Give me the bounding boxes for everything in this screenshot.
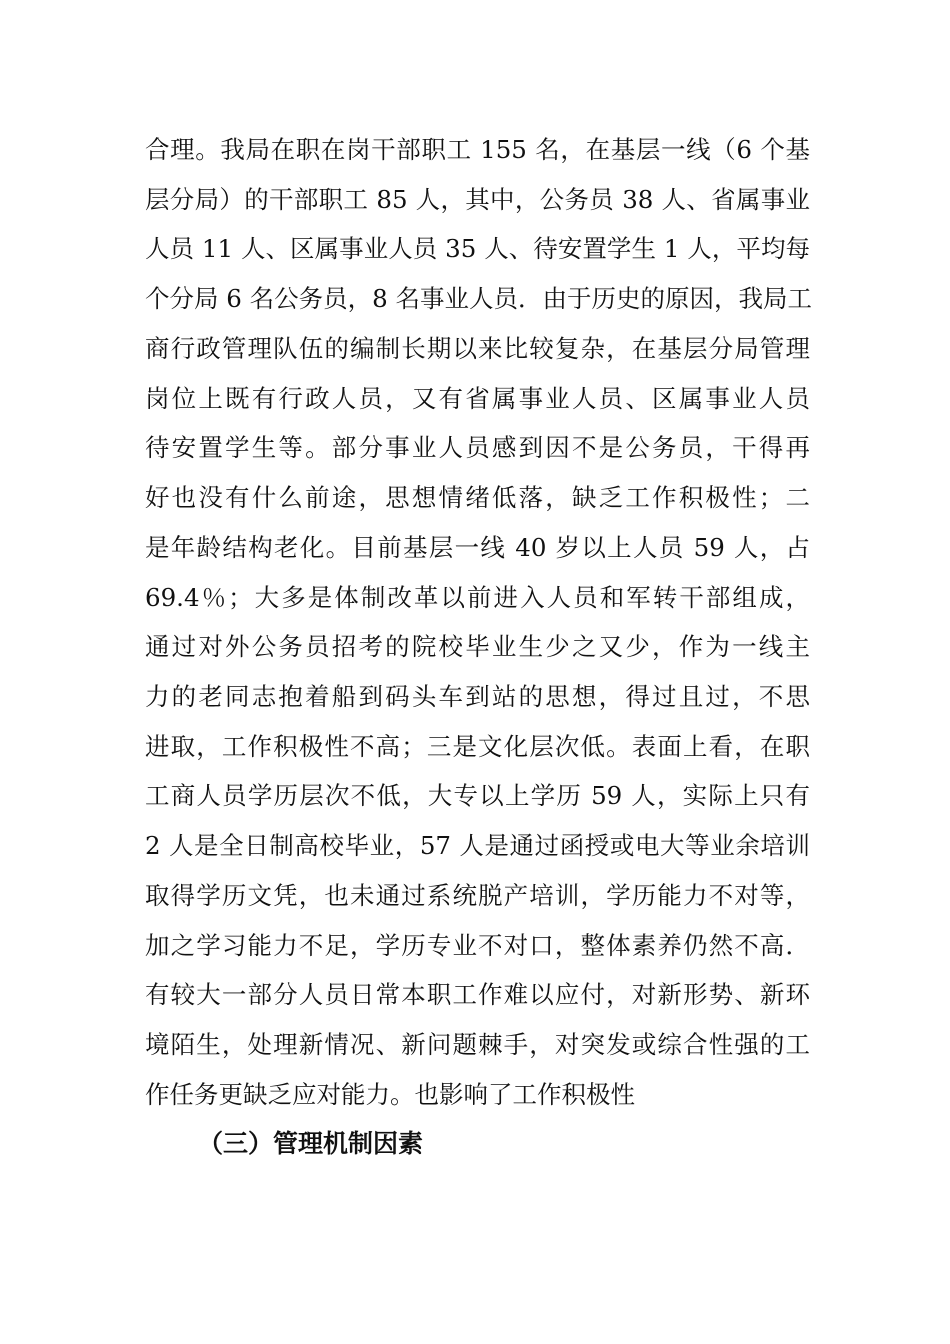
paragraph-line: 是年龄结构老化。目前基层一线 40 岁以上人员 59 人，占 [145, 533, 810, 562]
section-heading: （三）管理机制因素 [198, 1129, 424, 1158]
paragraph-line: 好也没有什么前途，思想情绪低落，缺乏工作积极性；二 [145, 483, 810, 512]
paragraph-line: 境陌生，处理新情况、新问题棘手，对突发或综合性强的工 [145, 1030, 810, 1059]
paragraph-line: 通过对外公务员招考的院校毕业生少之又少，作为一线主 [145, 632, 810, 661]
paragraph-line: 进取，工作积极性不高；三是文化层次低。表面上看，在职 [145, 732, 810, 761]
paragraph-line: 工商人员学历层次不低，大专以上学历 59 人，实际上只有 [145, 781, 810, 810]
paragraph-line: 合理。我局在职在岗干部职工 155 名，在基层一线（6 个基 [145, 135, 810, 164]
paragraph-line: 待安置学生等。部分事业人员感到因不是公务员，干得再 [145, 433, 810, 462]
paragraph-line: 力的老同志抱着船到码头车到站的思想，得过且过，不思 [145, 682, 810, 711]
paragraph-line: 69.4％；大多是体制改革以前进入人员和军转干部组成， [145, 583, 810, 612]
paragraph-line: 加之学习能力不足，学历专业不对口，整体素养仍然不高． [145, 931, 810, 960]
paragraph-line: 取得学历文凭，也未通过系统脱产培训，学历能力不对等， [145, 881, 810, 910]
paragraph-line: 岗位上既有行政人员，又有省属事业人员、区属事业人员 [145, 384, 810, 413]
paragraph-line: 个分局 6 名公务员，8 名事业人员．由于历史的原因，我局工 [145, 284, 813, 313]
paragraph-line: 2 人是全日制高校毕业，57 人是通过函授或电大等业余培训 [145, 831, 810, 860]
paragraph-line: 商行政管理队伍的编制长期以来比较复杂，在基层分局管理 [145, 334, 810, 363]
paragraph-line: 作任务更缺乏应对能力。也影响了工作积极性 [145, 1080, 635, 1109]
paragraph-line: 人员 11 人、区属事业人员 35 人、待安置学生 1 人，平均每 [145, 234, 810, 263]
paragraph-line: 有较大一部分人员日常本职工作难以应付，对新形势、新环 [145, 980, 810, 1009]
paragraph-line: 层分局）的干部职工 85 人，其中，公务员 38 人、省属事业 [145, 185, 810, 214]
